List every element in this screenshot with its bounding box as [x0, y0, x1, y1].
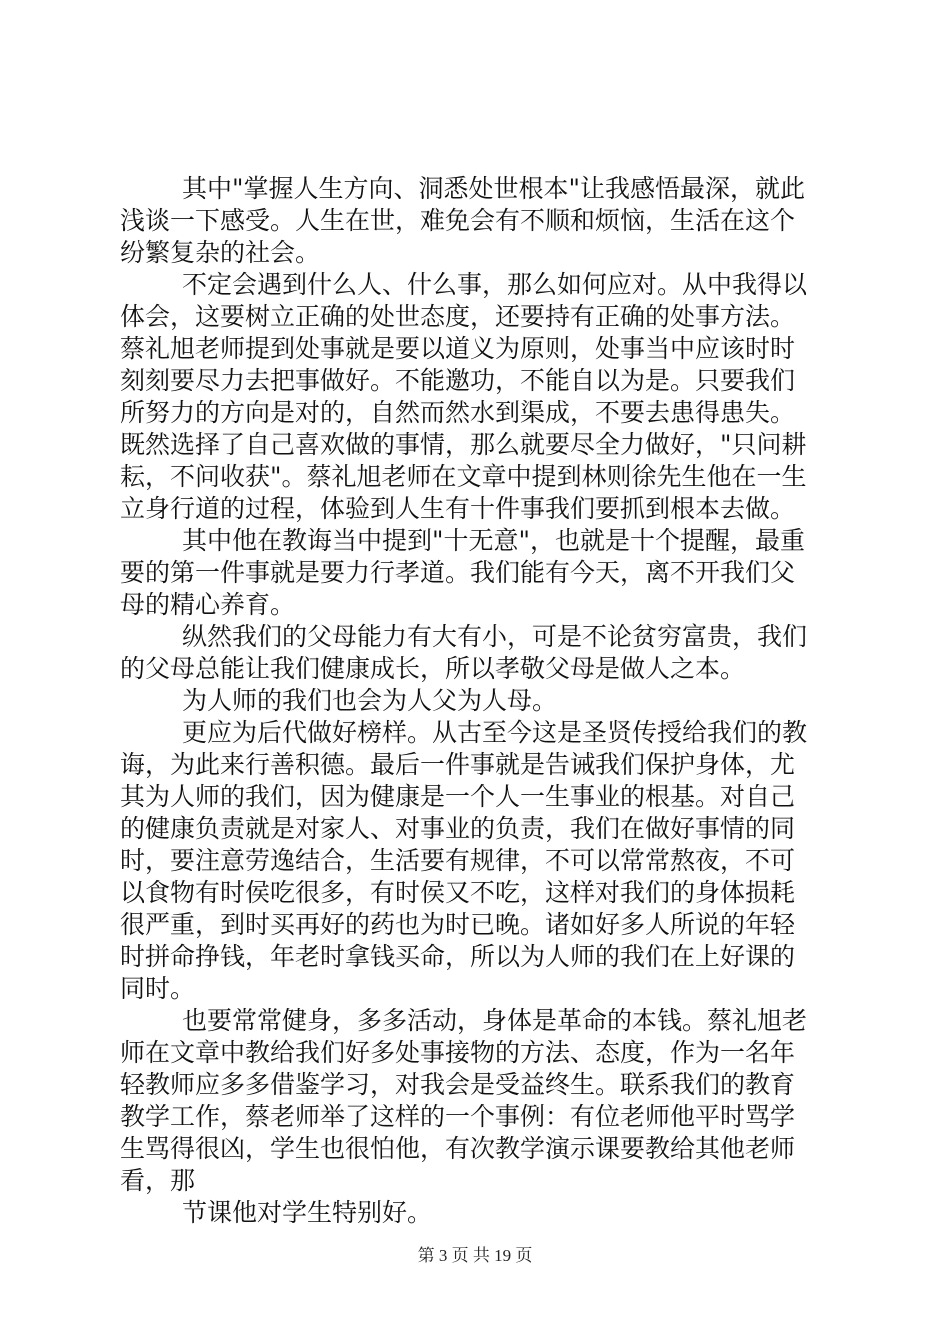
text-line: 师在文章中教给我们好多处事接物的方法、态度，作为一名年 [120, 1038, 796, 1067]
text-line: 轻教师应多多借鉴学习，对我会是受益终生。联系我们的教育 [120, 1070, 796, 1099]
text-line: 看，那 [120, 1166, 196, 1195]
text-line: 其中"掌握人生方向、洞悉处世根本"让我感悟最深，就此 [182, 174, 806, 203]
document-body [120, 173, 832, 1229]
text-line: 蔡礼旭老师提到处事就是要以道义为原则，处事当中应该时时 [120, 334, 796, 363]
page-footer: 第 3 页 共 19 页 [417, 1246, 533, 1265]
text-line: 浅谈一下感受。人生在世，难免会有不顺和烦恼，生活在这个 [120, 206, 796, 235]
text-line: 不定会遇到什么人、什么事，那么如何应对。从中我得以 [182, 270, 808, 299]
text-line: 同时。 [120, 974, 196, 1003]
text-line: 的父母总能让我们健康成长，所以孝敬父母是做人之本。 [120, 654, 746, 683]
text-line: 纵然我们的父母能力有大有小，可是不论贫穷富贵，我们 [182, 622, 808, 651]
text-line: 纷繁复杂的社会。 [120, 238, 321, 267]
text-line: 以食物有时侯吃很多，有时侯又不吃，这样对我们的身体损耗 [120, 878, 796, 907]
text-line: 所努力的方向是对的，自然而然水到渠成，不要去患得患失。 [120, 398, 796, 427]
text-line: 要的第一件事就是要力行孝道。我们能有今天，离不开我们父 [120, 558, 796, 587]
text-line: 时拼命挣钱，年老时拿钱买命，所以为人师的我们在上好课的 [120, 942, 796, 971]
text-line: 体会，这要树立正确的处世态度，还要持有正确的处事方法。 [120, 302, 796, 331]
text-line: 刻刻要尽力去把事做好。不能邀功，不能自以为是。只要我们 [120, 366, 796, 395]
text-line: 更应为后代做好榜样。从古至今这是圣贤传授给我们的教 [182, 718, 808, 747]
text-line: 既然选择了自己喜欢做的事情，那么就要尽全力做好，"只问耕 [120, 430, 807, 459]
text-line: 教学工作，蔡老师举了这样的一个事例：有位老师他平时骂学 [120, 1102, 796, 1131]
text-line: 节课他对学生特别好。 [182, 1198, 433, 1227]
text-line: 的健康负责就是对家人、对事业的负责，我们在做好事情的同 [120, 814, 796, 843]
text-line: 母的精心养育。 [120, 590, 296, 619]
text-line: 生骂得很凶，学生也很怕他，有次教学演示课要教给其他老师 [120, 1134, 796, 1163]
text-line: 立身行道的过程，体验到人生有十件事我们要抓到根本去做。 [120, 494, 796, 523]
text-line: 也要常常健身，多多活动，身体是革命的本钱。蔡礼旭老 [182, 1006, 808, 1035]
text-line: 诲，为此来行善积德。最后一件事就是告诫我们保护身体，尤 [120, 750, 796, 779]
text-line: 其中他在教诲当中提到"十无意"，也就是十个提醒，最重 [182, 526, 806, 555]
text-line: 时，要注意劳逸结合，生活要有规律，不可以常常熬夜，不可 [120, 846, 796, 875]
text-line: 其为人师的我们，因为健康是一个人一生事业的根基。对自己 [120, 782, 796, 811]
text-line: 很严重，到时买再好的药也为时已晚。诸如好多人所说的年轻 [120, 910, 796, 939]
text-line: 耘，不问收获"。蔡礼旭老师在文章中提到林则徐先生他在一生 [120, 462, 807, 491]
text-line: 为人师的我们也会为人父为人母。 [182, 686, 558, 715]
